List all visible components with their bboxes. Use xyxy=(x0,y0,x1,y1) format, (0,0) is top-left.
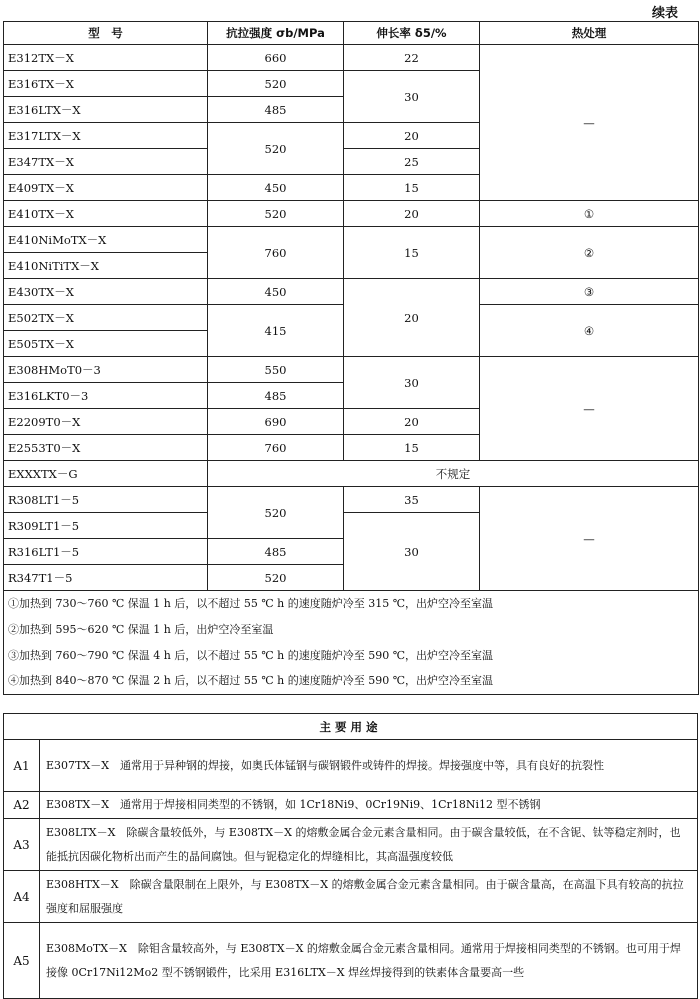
table-row xyxy=(4,227,699,253)
heat-cell: ④ xyxy=(480,305,699,357)
model-cell: E410NiMoTX－X xyxy=(4,227,208,253)
elongation-cell: 30 xyxy=(344,513,480,591)
use-code: A1 xyxy=(4,740,40,792)
header-tensile: 抗拉强度 σb/MPa xyxy=(208,22,344,45)
model-cell: EXXXTX－G xyxy=(4,461,208,487)
elongation-cell: 20 xyxy=(344,201,480,227)
tensile-cell: 550 xyxy=(208,357,344,383)
tensile-cell: 760 xyxy=(208,435,344,461)
heat-note-1: ①加热到 730～760 ℃ 保温 1 h 后，以不超过 55 ℃ h 的速度随炉冷至 315 ℃，出炉空冷至室温 xyxy=(4,591,699,617)
elongation-cell: 35 xyxy=(344,487,480,513)
use-row xyxy=(4,740,698,792)
note-row xyxy=(4,617,699,643)
elongation-cell: 22 xyxy=(344,45,480,71)
table-row xyxy=(4,45,699,71)
elongation-cell: 20 xyxy=(344,409,480,435)
tensile-cell: 485 xyxy=(208,97,344,123)
heat-cell: ③ xyxy=(480,279,699,305)
elongation-cell: 25 xyxy=(344,149,480,175)
tensile-cell: 520 xyxy=(208,565,344,591)
elongation-cell: 30 xyxy=(344,357,480,409)
note-row xyxy=(4,669,699,695)
use-text: E308LTX－X 除碳含量较低外，与 E308TX－X 的熔敷金属合金元素含量相同。由于碳含量较低，在不含铌、钛等稳定剂时，也能抵抗因碳化物析出而产生的晶间腐蚀。但与铌稳定化的焊缝相比，其高温强度较低 xyxy=(40,819,698,871)
heat-cell: — xyxy=(480,487,699,591)
model-cell: R308LT1－5 xyxy=(4,487,208,513)
elongation-cell: 30 xyxy=(344,71,480,123)
tensile-cell: 520 xyxy=(208,123,344,175)
elongation-cell: 15 xyxy=(344,435,480,461)
tensile-cell: 520 xyxy=(208,201,344,227)
tensile-cell: 415 xyxy=(208,305,344,357)
model-cell: E347TX－X xyxy=(4,149,208,175)
elongation-cell: 20 xyxy=(344,123,480,149)
table-row xyxy=(4,201,699,227)
tensile-cell: 690 xyxy=(208,409,344,435)
heat-note-4: ④加热到 840～870 ℃ 保温 2 h 后，以不超过 55 ℃ h 的速度随炉冷至 590 ℃，出炉空冷至室温 xyxy=(4,669,699,695)
unspecified-cell: 不规定 xyxy=(208,461,699,487)
uses-table xyxy=(3,713,698,999)
table-row xyxy=(4,461,699,487)
model-cell: R316LT1－5 xyxy=(4,539,208,565)
heat-cell: — xyxy=(480,45,699,201)
header-model: 型 号 xyxy=(4,22,208,45)
model-cell: E410NiTiTX－X xyxy=(4,253,208,279)
model-cell: E317LTX－X xyxy=(4,123,208,149)
use-code: A5 xyxy=(4,923,40,999)
heat-note-3: ③加热到 760～790 ℃ 保温 4 h 后，以不超过 55 ℃ h 的速度随炉冷至 590 ℃，出炉空冷至室温 xyxy=(4,643,699,669)
tensile-cell: 485 xyxy=(208,383,344,409)
model-cell: E316LKT0－3 xyxy=(4,383,208,409)
tensile-cell: 520 xyxy=(208,71,344,97)
model-cell: E2553T0－X xyxy=(4,435,208,461)
note-row xyxy=(4,643,699,669)
table-header-row xyxy=(4,22,699,45)
use-text: E307TX－X 通常用于异种钢的焊接，如奥氏体锰钢与碳钢锻件或铸件的焊接。焊接强度中等，具有良好的抗裂性 xyxy=(40,740,698,792)
header-heat: 热处理 xyxy=(480,22,699,45)
model-cell: R347T1－5 xyxy=(4,565,208,591)
heat-note-2: ②加热到 595～620 ℃ 保温 1 h 后，出炉空冷至室温 xyxy=(4,617,699,643)
model-cell: E409TX－X xyxy=(4,175,208,201)
heat-cell: ② xyxy=(480,227,699,279)
model-cell: E308HMoT0－3 xyxy=(4,357,208,383)
header-elongation: 伸长率 δ5/% xyxy=(344,22,480,45)
model-cell: R309LT1－5 xyxy=(4,513,208,539)
model-cell: E430TX－X xyxy=(4,279,208,305)
table-row xyxy=(4,487,699,513)
table-row xyxy=(4,357,699,383)
tensile-cell: 520 xyxy=(208,487,344,539)
use-row xyxy=(4,871,698,923)
use-text: E308TX－X 通常用于焊接相同类型的不锈钢，如 1Cr18Ni9、0Cr19Ni9、1Cr18Ni12 型不锈钢 xyxy=(40,792,698,819)
model-cell: E2209T0－X xyxy=(4,409,208,435)
tensile-cell: 485 xyxy=(208,539,344,565)
use-text: E308MoTX－X 除钼含量较高外，与 E308TX－X 的熔敷金属合金元素含量相同。通常用于焊接相同类型的不锈钢。也可用于焊接像 0Cr17Ni12Mo2 型不锈钢锻件，比采用 E316LTX－X 焊丝焊接得到的铁素体含量要高一些 xyxy=(40,923,698,999)
tensile-cell: 760 xyxy=(208,227,344,279)
model-cell: E316LTX－X xyxy=(4,97,208,123)
model-cell: E505TX－X xyxy=(4,331,208,357)
elongation-cell: 15 xyxy=(344,175,480,201)
model-cell: E312TX－X xyxy=(4,45,208,71)
use-row xyxy=(4,923,698,999)
use-code: A3 xyxy=(4,819,40,871)
use-code: A2 xyxy=(4,792,40,819)
use-text: E308HTX－X 除碳含量限制在上限外，与 E308TX－X 的熔敷金属合金元素含量相同。由于碳含量高，在高温下具有较高的抗拉强度和屈服强度 xyxy=(40,871,698,923)
model-cell: E410TX－X xyxy=(4,201,208,227)
table-row xyxy=(4,279,699,305)
model-cell: E502TX－X xyxy=(4,305,208,331)
heat-cell: ① xyxy=(480,201,699,227)
continued-label: 续表 xyxy=(651,6,678,21)
heat-cell: — xyxy=(480,357,699,461)
tensile-cell: 660 xyxy=(208,45,344,71)
uses-heading-row xyxy=(4,714,698,740)
model-cell: E316TX－X xyxy=(4,71,208,97)
properties-table xyxy=(3,21,699,695)
use-row xyxy=(4,792,698,819)
use-row xyxy=(4,819,698,871)
tensile-cell: 450 xyxy=(208,279,344,305)
use-code: A4 xyxy=(4,871,40,923)
tensile-cell: 450 xyxy=(208,175,344,201)
elongation-cell: 15 xyxy=(344,227,480,279)
uses-heading: 主要用途 xyxy=(4,714,698,740)
note-row xyxy=(4,591,699,617)
elongation-cell: 20 xyxy=(344,279,480,357)
